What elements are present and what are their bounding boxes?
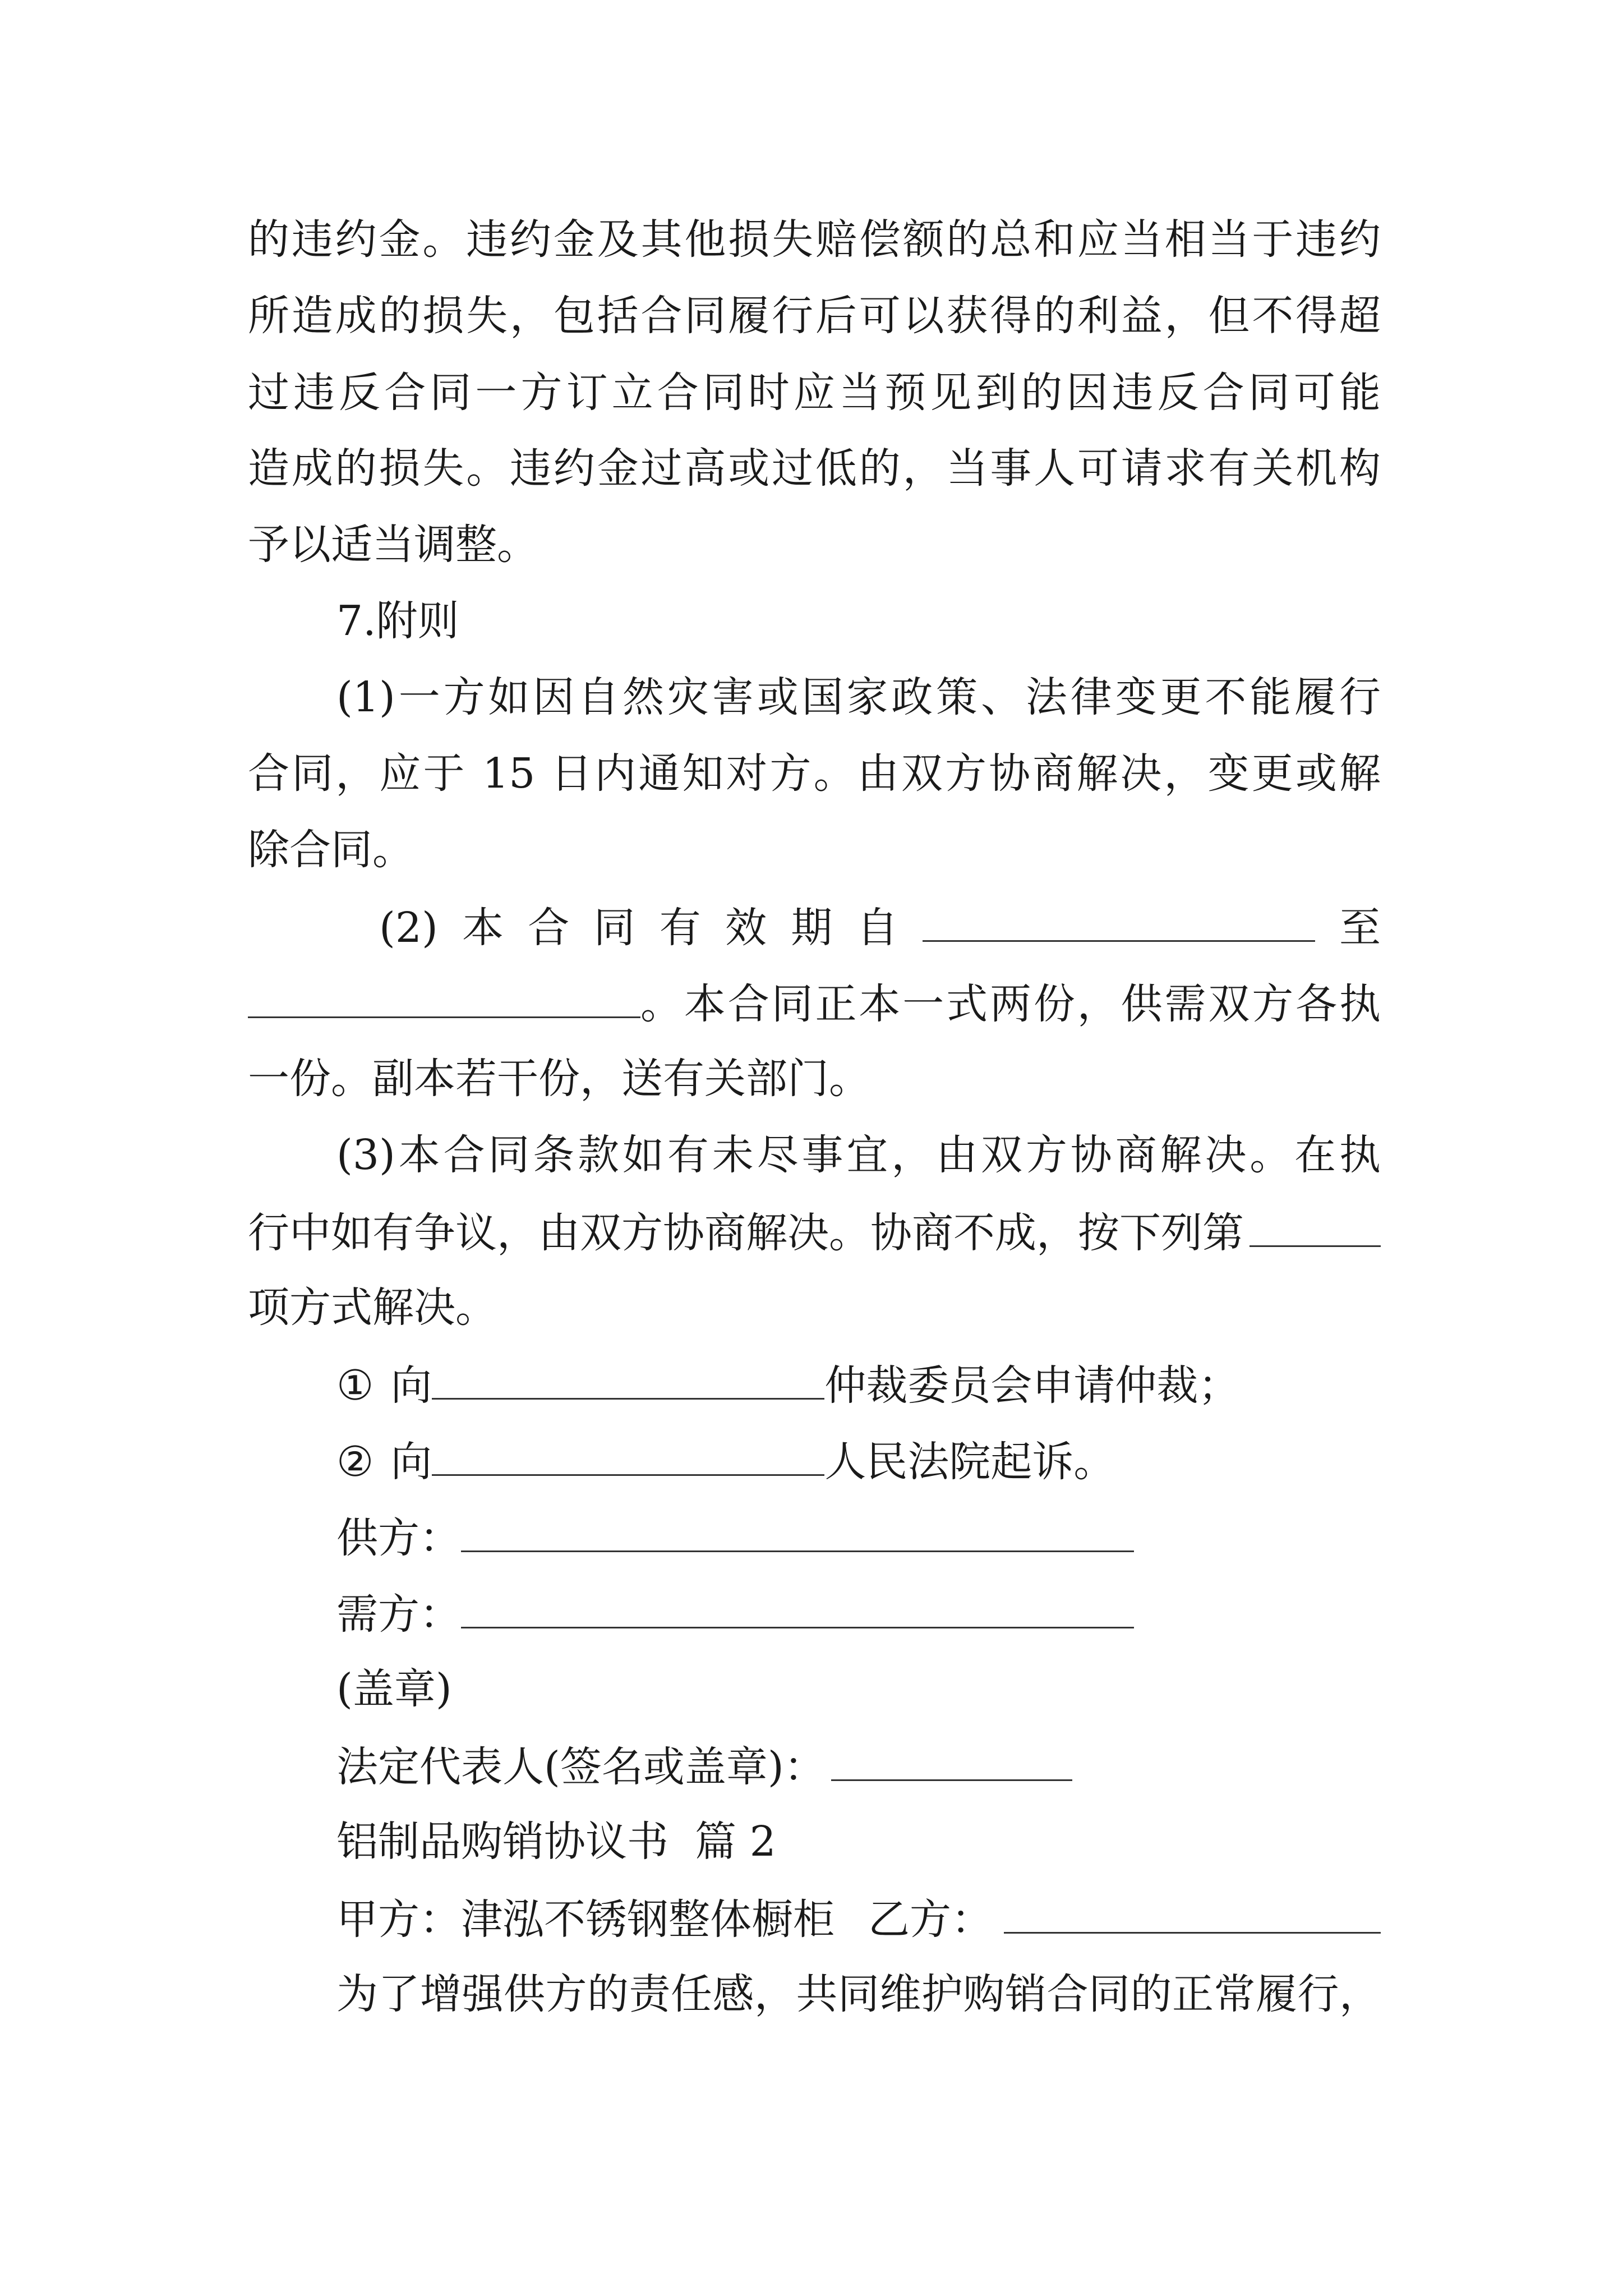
paragraph-line: 造成的损失。违约金过高或过低的，当事人可请求有关机构 [248,444,1381,493]
seal-label: (盖章) [336,1665,452,1713]
paragraph-line: 予以适当调整。 [248,521,538,569]
clause-char: 效 [725,904,767,952]
clause-char: 期 [791,904,833,952]
buyer-blank[interactable] [461,1582,1134,1628]
option-text: 向 [390,1438,432,1486]
supplier-signature [336,1506,1381,1567]
parties-line [336,1887,1381,1949]
clause-line: 除合同。 [248,826,414,874]
clause-text: 行中如有争议，由双方协商解决。协商不成，按下列第 [248,1209,1244,1257]
clause-line: (1)一方如因自然灾害或国家政策、法律变更不能履行 [336,673,1381,721]
clause-line [248,1200,1381,1262]
paragraph-line: 的违约金。违约金及其他损失赔偿额的总和应当相当于违约 [248,215,1381,264]
clause-line [248,972,1381,1033]
court-blank[interactable] [432,1429,824,1476]
section-title: 铝制品购销协议书 篇 2 [336,1818,776,1866]
legal-rep-blank[interactable] [831,1734,1072,1781]
option-arbitration [336,1353,1381,1415]
clause-line: (3)本合同条款如有未尽事宜，由双方协商解决。在执 [336,1131,1381,1179]
arbitration-committee-blank[interactable] [432,1353,824,1400]
option-marker: ② [336,1438,374,1486]
option-court [336,1429,1381,1491]
clause-line: 项方式解决。 [248,1283,497,1332]
supplier-blank[interactable] [461,1506,1134,1552]
paragraph-line: 所造成的损失，包括合同履行后可以获得的利益，但不得超 [248,292,1381,340]
legal-rep-signature [336,1734,1381,1796]
clause-char: 合 [528,904,570,952]
clause-line: 一份。副本若干份，送有关部门。 [248,1055,870,1103]
clause-char: 自 [856,904,898,952]
clause-line: 合同，应于 15 日内通知对方。由双方协商解决，变更或解 [248,749,1381,798]
option-text: 人民法院起诉。 [824,1438,1115,1486]
supplier-label: 供方： [336,1514,461,1562]
option-text: 仲裁委员会申请仲裁； [824,1361,1240,1410]
party-a-label: 甲方： [336,1895,461,1944]
option-number-blank[interactable] [1249,1200,1381,1247]
clause-line-spread [379,895,1381,957]
clause-char: 至 [1339,904,1381,952]
legal-rep-label: 法定代表人(签名或盖章)： [336,1743,826,1791]
party-b-blank[interactable] [1004,1887,1381,1934]
party-a-name: 津泓不锈钢整体橱柜 [461,1895,834,1944]
option-marker: ① [336,1361,374,1410]
clause-char: 同 [593,904,635,952]
intro-line: 为了增强供方的责任感，共同维护购销合同的正常履行， [336,1970,1381,2018]
clause-char: 有 [659,904,701,952]
option-text: 向 [390,1361,432,1410]
buyer-label: 需方： [336,1590,461,1639]
date-end-blank[interactable] [248,972,640,1018]
section-heading: 7.附则 [336,597,459,645]
party-b-label: 乙方： [868,1895,993,1944]
clause-number: (2) [379,904,438,952]
clause-text: 。本合同正本一式两份，供需双方各执 [640,980,1381,1028]
date-start-blank[interactable] [923,895,1315,942]
paragraph-line: 过违反合同一方订立合同时应当预见到的因违反合同可能 [248,369,1381,417]
buyer-signature [336,1582,1381,1644]
clause-char: 本 [462,904,504,952]
